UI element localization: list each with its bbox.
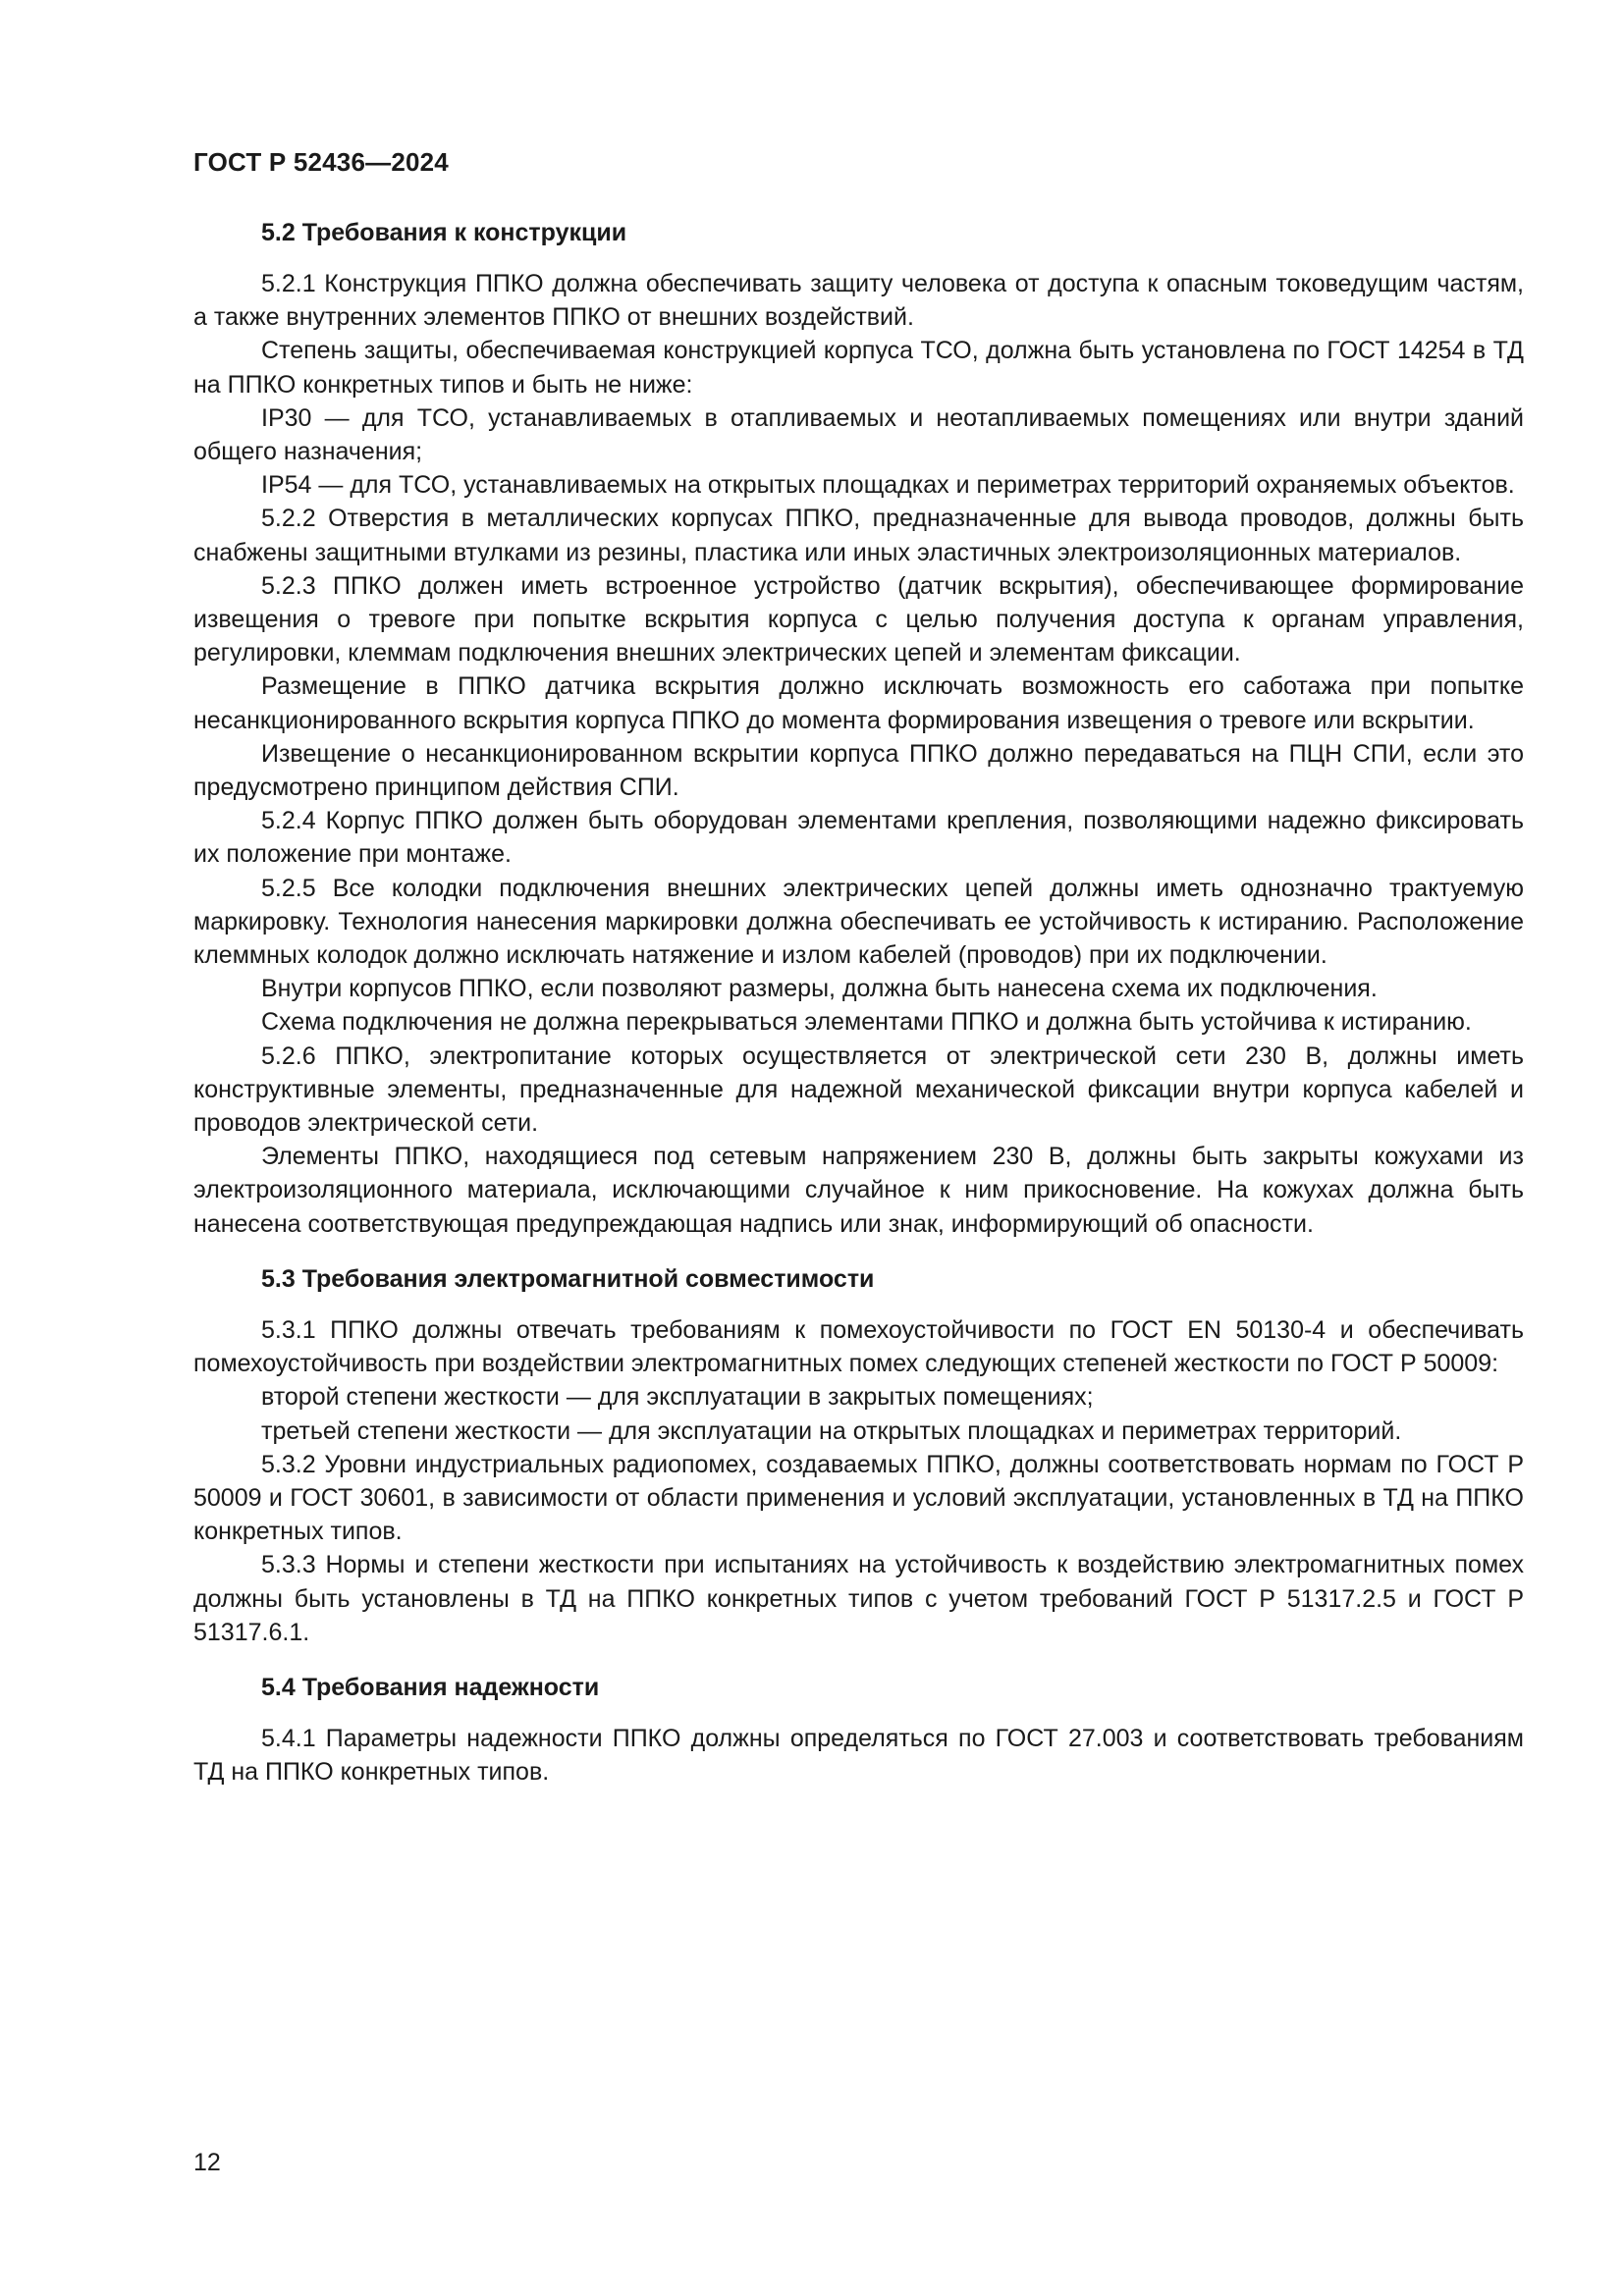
- paragraph: Элементы ППКО, находящиеся под сетевым напряжением 230 В, должны быть закрыты кожухами из электроизоляционного материала, исключающими случайное к ним прикосновение. На кожухах должна быть нанесена соответствующая предупреждающая надпись или знак, информирующий об опасности.: [193, 1143, 1524, 1238]
- paragraph: 5.3.3 Нормы и степени жесткости при испытаниях на устойчивость к воздействию электромагнитных помех должны быть установлены в ТД на ППКО конкретных типов с учетом требований ГОСТ Р 51317.2.5 и ГОСТ Р 51317.6.1.: [193, 1551, 1524, 1646]
- paragraph: IP30 — для ТСО, устанавливаемых в отапливаемых и неотапливаемых помещениях или внутри зданий общего назначения;: [193, 403, 1524, 466]
- paragraph: Внутри корпусов ППКО, если позволяют размеры, должна быть нанесена схема их подключения.: [261, 975, 1378, 1003]
- paragraph: Размещение в ППКО датчика вскрытия должно исключать возможность его саботажа при попытке несанкционированного вскрытия корпуса ППКО до момента формирования извещения о тревоге или вскрытии.: [193, 672, 1524, 734]
- paragraph: 5.2.3 ППКО должен иметь встроенное устройство (датчик вскрытия), обеспечивающее формирование извещения о тревоге при попытке вскрытия корпуса с целью получения доступа к органам управления, регулировки, клеммам подключения внешних электрических цепей и элементам фиксации.: [193, 571, 1524, 667]
- paragraph: IP54 — для ТСО, устанавливаемых на открытых площадках и периметрах территорий охраняемых объектов.: [261, 471, 1515, 500]
- standard-code-header: ГОСТ Р 52436—2024: [193, 147, 449, 177]
- paragraph: 5.2.1 Конструкция ППКО должна обеспечивать защиту человека от доступа к опасным токоведущим частям, а также внутренних элементов ППКО от внешних воздействий.: [193, 270, 1524, 332]
- paragraph: второй степени жесткости — для эксплуатации в закрытых помещениях;: [261, 1383, 1094, 1412]
- paragraph: 5.3.2 Уровни индустриальных радиопомех, создаваемых ППКО, должны соответствовать нормам по ГОСТ Р 50009 и ГОСТ 30601, в зависимости от области применения и условий эксплуатации, установленных в ТД на ППКО конкретных типов.: [193, 1450, 1524, 1546]
- section-title-5-2: 5.2 Требования к конструкции: [261, 219, 627, 246]
- paragraph: 5.2.2 Отверстия в металлических корпусах ППКО, предназначенные для вывода проводов, должны быть снабжены защитными втулками из резины, пластика или иных эластичных электроизоляционных материалов.: [193, 505, 1524, 566]
- section-title-5-3: 5.3 Требования электромагнитной совместимости: [261, 1264, 875, 1293]
- paragraph: Степень защиты, обеспечиваемая конструкцией корпуса ТСО, должна быть установлена по ГОСТ 14254 в ТД на ППКО конкретных типов и быть не ниже:: [193, 337, 1524, 399]
- document-page: [193, 145, 1524, 1789]
- paragraph: Схема подключения не должна перекрываться элементами ППКО и должна быть устойчива к истиранию.: [261, 1008, 1472, 1037]
- section-title-5-4: 5.4 Требования надежности: [261, 1673, 600, 1701]
- page-number: 12: [193, 2149, 221, 2176]
- paragraph: 5.4.1 Параметры надежности ППКО должны определяться по ГОСТ 27.003 и соответствовать требованиям ТД на ППКО конкретных типов.: [193, 1724, 1524, 1787]
- paragraph: Извещение о несанкционированном вскрытии корпуса ППКО должно передаваться на ПЦН СПИ, если это предусмотрено принципом действия СПИ.: [193, 739, 1524, 802]
- paragraph: 5.3.1 ППКО должны отвечать требованиям к помехоустойчивости по ГОСТ EN 50130-4 и обеспечивать помехоустойчивость при воздействии электромагнитных помех следующих степеней жесткости по ГОСТ Р 50009:: [193, 1315, 1524, 1378]
- paragraph: 5.2.4 Корпус ППКО должен быть оборудован элементами крепления, позволяющими надежно фиксировать их положение при монтаже.: [193, 807, 1524, 869]
- paragraph: третьей степени жесткости — для эксплуатации на открытых площадках и периметрах территорий.: [261, 1416, 1402, 1445]
- paragraph: 5.2.5 Все колодки подключения внешних электрических цепей должны иметь однозначно трактуемую маркировку. Технология нанесения маркировки должна обеспечивать ее устойчивость к истиранию. Расположение клеммных колодок должно исключать натяжение и излом кабелей (проводов) при их подключении.: [193, 874, 1524, 970]
- paragraph: 5.2.6 ППКО, электропитание которых осуществляется от электрической сети 230 В, должны иметь конструктивные элементы, предназначенные для надежной механической фиксации внутри корпуса кабелей и проводов электрической сети.: [193, 1041, 1524, 1138]
